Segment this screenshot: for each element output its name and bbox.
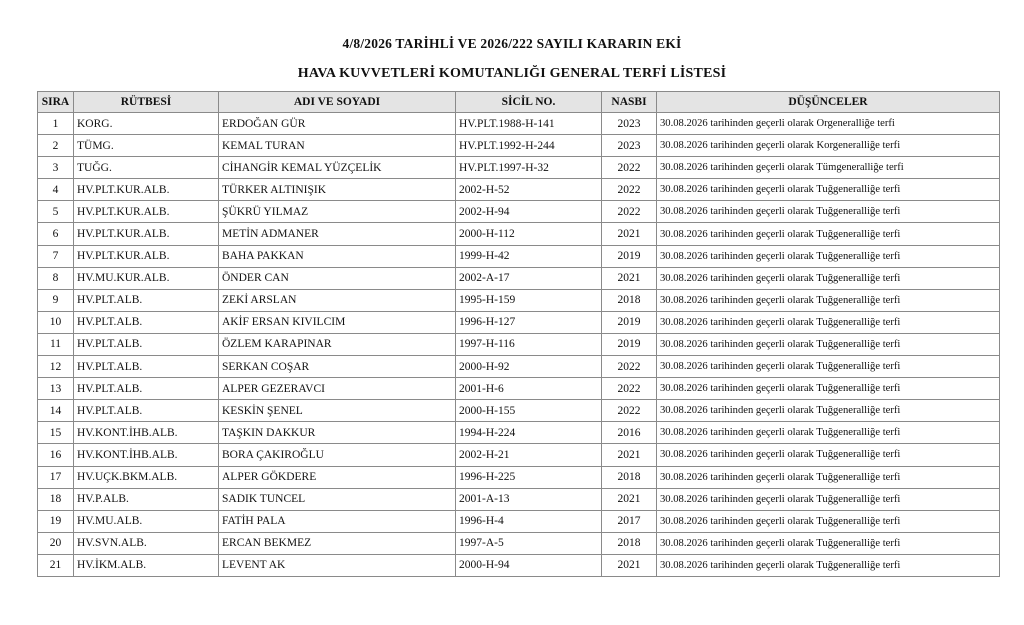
cell-dusunceler: 30.08.2026 tarihinden geçerli olarak Tuğgeneralliğe terfi: [657, 311, 1000, 333]
table-row: [38, 135, 1000, 157]
cell-rutbe: HV.MU.ALB.: [74, 510, 219, 532]
table-row: [38, 289, 1000, 311]
table-row: [38, 554, 1000, 576]
cell-sira: 4: [38, 179, 74, 201]
cell-name: CİHANGİR KEMAL YÜZÇELİK: [219, 157, 456, 179]
cell-nasbi: 2022: [602, 157, 657, 179]
table-row: [38, 356, 1000, 378]
cell-sira: 19: [38, 510, 74, 532]
cell-sicil-no: 1996-H-127: [456, 311, 602, 333]
cell-sicil-no: 1996-H-225: [456, 466, 602, 488]
cell-dusunceler: 30.08.2026 tarihinden geçerli olarak Tuğgeneralliğe terfi: [657, 356, 1000, 378]
cell-dusunceler: 30.08.2026 tarihinden geçerli olarak Tuğgeneralliğe terfi: [657, 554, 1000, 576]
cell-nasbi: 2016: [602, 422, 657, 444]
cell-sicil-no: 1994-H-224: [456, 422, 602, 444]
header-adi-ve-soyadi: ADI VE SOYADI: [219, 92, 456, 113]
cell-rutbe: HV.PLT.KUR.ALB.: [74, 223, 219, 245]
cell-nasbi: 2021: [602, 223, 657, 245]
table-row: [38, 400, 1000, 422]
cell-nasbi: 2019: [602, 333, 657, 355]
cell-dusunceler: 30.08.2026 tarihinden geçerli olarak Tuğgeneralliğe terfi: [657, 179, 1000, 201]
cell-rutbe: TUĞG.: [74, 157, 219, 179]
cell-nasbi: 2022: [602, 201, 657, 223]
cell-sira: 18: [38, 488, 74, 510]
cell-name: ÖZLEM KARAPINAR: [219, 333, 456, 355]
cell-dusunceler: 30.08.2026 tarihinden geçerli olarak Tuğgeneralliğe terfi: [657, 245, 1000, 267]
cell-name: KESKİN ŞENEL: [219, 400, 456, 422]
cell-dusunceler: 30.08.2026 tarihinden geçerli olarak Tuğgeneralliğe terfi: [657, 223, 1000, 245]
cell-sira: 13: [38, 378, 74, 400]
cell-sicil-no: 2000-H-112: [456, 223, 602, 245]
cell-nasbi: 2022: [602, 400, 657, 422]
cell-sira: 1: [38, 113, 74, 135]
cell-sicil-no: 2002-H-94: [456, 201, 602, 223]
decree-title: 4/8/2026 TARİHLİ VE 2026/222 SAYILI KARARIN EKİ: [342, 36, 682, 51]
table-row: [38, 311, 1000, 333]
cell-rutbe: HV.KONT.İHB.ALB.: [74, 444, 219, 466]
cell-name: SERKAN COŞAR: [219, 356, 456, 378]
cell-name: METİN ADMANER: [219, 223, 456, 245]
cell-sicil-no: 2000-H-155: [456, 400, 602, 422]
cell-name: BAHA PAKKAN: [219, 245, 456, 267]
cell-nasbi: 2018: [602, 466, 657, 488]
cell-dusunceler: 30.08.2026 tarihinden geçerli olarak Tuğgeneralliğe terfi: [657, 488, 1000, 510]
cell-dusunceler: 30.08.2026 tarihinden geçerli olarak Tuğgeneralliğe terfi: [657, 444, 1000, 466]
table-row: [38, 179, 1000, 201]
cell-sira: 7: [38, 245, 74, 267]
list-title: HAVA KUVVETLERİ KOMUTANLIĞI GENERAL TERFİ LİSTESİ: [297, 66, 727, 81]
table-row: [38, 466, 1000, 488]
cell-rutbe: HV.PLT.ALB.: [74, 356, 219, 378]
cell-sicil-no: 1996-H-4: [456, 510, 602, 532]
cell-sira: 12: [38, 356, 74, 378]
cell-sicil-no: 1997-H-116: [456, 333, 602, 355]
cell-nasbi: 2021: [602, 554, 657, 576]
cell-nasbi: 2021: [602, 488, 657, 510]
cell-sicil-no: HV.PLT.1988-H-141: [456, 113, 602, 135]
cell-sira: 5: [38, 201, 74, 223]
table-row: [38, 113, 1000, 135]
table-row: [38, 201, 1000, 223]
cell-nasbi: 2022: [602, 179, 657, 201]
cell-rutbe: HV.KONT.İHB.ALB.: [74, 422, 219, 444]
table-row: [38, 157, 1000, 179]
table-body: [38, 113, 1000, 577]
cell-nasbi: 2022: [602, 356, 657, 378]
cell-name: KEMAL TURAN: [219, 135, 456, 157]
cell-rutbe: HV.PLT.ALB.: [74, 289, 219, 311]
cell-nasbi: 2023: [602, 135, 657, 157]
cell-sira: 11: [38, 333, 74, 355]
cell-dusunceler: 30.08.2026 tarihinden geçerli olarak Tuğgeneralliğe terfi: [657, 400, 1000, 422]
cell-sira: 9: [38, 289, 74, 311]
table-row: [38, 532, 1000, 554]
table-row: [38, 488, 1000, 510]
cell-rutbe: HV.PLT.ALB.: [74, 311, 219, 333]
cell-nasbi: 2018: [602, 289, 657, 311]
cell-nasbi: 2019: [602, 311, 657, 333]
cell-dusunceler: 30.08.2026 tarihinden geçerli olarak Tuğgeneralliğe terfi: [657, 378, 1000, 400]
cell-sira: 2: [38, 135, 74, 157]
cell-name: TAŞKIN DAKKUR: [219, 422, 456, 444]
cell-sicil-no: 2002-H-52: [456, 179, 602, 201]
cell-name: FATİH PALA: [219, 510, 456, 532]
cell-dusunceler: 30.08.2026 tarihinden geçerli olarak Tuğgeneralliğe terfi: [657, 289, 1000, 311]
cell-dusunceler: 30.08.2026 tarihinden geçerli olarak Orgeneralliğe terfi: [657, 113, 1000, 135]
cell-sicil-no: 2001-H-6: [456, 378, 602, 400]
cell-rutbe: HV.İKM.ALB.: [74, 554, 219, 576]
cell-dusunceler: 30.08.2026 tarihinden geçerli olarak Tuğgeneralliğe terfi: [657, 201, 1000, 223]
promotion-table: [37, 91, 1000, 577]
cell-name: ÖNDER CAN: [219, 267, 456, 289]
cell-sira: 10: [38, 311, 74, 333]
cell-rutbe: HV.PLT.KUR.ALB.: [74, 201, 219, 223]
cell-sicil-no: 1997-A-5: [456, 532, 602, 554]
cell-nasbi: 2021: [602, 267, 657, 289]
header-sira: SIRA: [38, 92, 74, 113]
cell-sicil-no: 2000-H-94: [456, 554, 602, 576]
cell-sira: 8: [38, 267, 74, 289]
header-rutbesi: RÜTBESİ: [74, 92, 219, 113]
cell-rutbe: KORG.: [74, 113, 219, 135]
cell-dusunceler: 30.08.2026 tarihinden geçerli olarak Tuğgeneralliğe terfi: [657, 333, 1000, 355]
cell-sicil-no: 2002-A-17: [456, 267, 602, 289]
cell-dusunceler: 30.08.2026 tarihinden geçerli olarak Tuğgeneralliğe terfi: [657, 422, 1000, 444]
cell-name: LEVENT AK: [219, 554, 456, 576]
cell-sira: 6: [38, 223, 74, 245]
cell-dusunceler: 30.08.2026 tarihinden geçerli olarak Tuğgeneralliğe terfi: [657, 267, 1000, 289]
cell-sira: 21: [38, 554, 74, 576]
cell-sira: 3: [38, 157, 74, 179]
table-row: [38, 444, 1000, 466]
header-nasbi: NASBI: [602, 92, 657, 113]
cell-name: BORA ÇAKIROĞLU: [219, 444, 456, 466]
cell-sira: 14: [38, 400, 74, 422]
cell-sicil-no: 2000-H-92: [456, 356, 602, 378]
cell-nasbi: 2021: [602, 444, 657, 466]
cell-dusunceler: 30.08.2026 tarihinden geçerli olarak Tümgeneralliğe terfi: [657, 157, 1000, 179]
cell-dusunceler: 30.08.2026 tarihinden geçerli olarak Tuğgeneralliğe terfi: [657, 466, 1000, 488]
cell-rutbe: HV.PLT.ALB.: [74, 378, 219, 400]
header-sicil-no: SİCİL NO.: [456, 92, 602, 113]
cell-dusunceler: 30.08.2026 tarihinden geçerli olarak Tuğgeneralliğe terfi: [657, 510, 1000, 532]
cell-name: ALPER GEZERAVCI: [219, 378, 456, 400]
table-row: [38, 245, 1000, 267]
cell-rutbe: HV.PLT.KUR.ALB.: [74, 179, 219, 201]
cell-sicil-no: 1999-H-42: [456, 245, 602, 267]
cell-nasbi: 2017: [602, 510, 657, 532]
cell-name: ALPER GÖKDERE: [219, 466, 456, 488]
cell-name: ŞÜKRÜ YILMAZ: [219, 201, 456, 223]
cell-sira: 16: [38, 444, 74, 466]
table-header-row: [38, 92, 1000, 113]
cell-rutbe: HV.PLT.KUR.ALB.: [74, 245, 219, 267]
cell-name: ERDOĞAN GÜR: [219, 113, 456, 135]
cell-sicil-no: 2001-A-13: [456, 488, 602, 510]
cell-sicil-no: HV.PLT.1992-H-244: [456, 135, 602, 157]
cell-rutbe: HV.P.ALB.: [74, 488, 219, 510]
cell-name: AKİF ERSAN KIVILCIM: [219, 311, 456, 333]
table-row: [38, 333, 1000, 355]
cell-nasbi: 2018: [602, 532, 657, 554]
cell-sira: 15: [38, 422, 74, 444]
cell-dusunceler: 30.08.2026 tarihinden geçerli olarak Tuğgeneralliğe terfi: [657, 532, 1000, 554]
cell-nasbi: 2019: [602, 245, 657, 267]
cell-sicil-no: 2002-H-21: [456, 444, 602, 466]
table-row: [38, 223, 1000, 245]
cell-sicil-no: HV.PLT.1997-H-32: [456, 157, 602, 179]
cell-sira: 20: [38, 532, 74, 554]
cell-rutbe: HV.PLT.ALB.: [74, 333, 219, 355]
table-row: [38, 267, 1000, 289]
cell-name: SADIK TUNCEL: [219, 488, 456, 510]
cell-sira: 17: [38, 466, 74, 488]
cell-sicil-no: 1995-H-159: [456, 289, 602, 311]
cell-nasbi: 2023: [602, 113, 657, 135]
table-row: [38, 422, 1000, 444]
cell-rutbe: HV.UÇK.BKM.ALB.: [74, 466, 219, 488]
cell-name: ZEKİ ARSLAN: [219, 289, 456, 311]
table-row: [38, 378, 1000, 400]
cell-dusunceler: 30.08.2026 tarihinden geçerli olarak Korgeneralliğe terfi: [657, 135, 1000, 157]
table-row: [38, 510, 1000, 532]
header-dusunceler: DÜŞÜNCELER: [657, 92, 1000, 113]
cell-name: TÜRKER ALTINIŞIK: [219, 179, 456, 201]
cell-nasbi: 2022: [602, 378, 657, 400]
cell-name: ERCAN BEKMEZ: [219, 532, 456, 554]
cell-rutbe: HV.MU.KUR.ALB.: [74, 267, 219, 289]
cell-rutbe: HV.PLT.ALB.: [74, 400, 219, 422]
cell-rutbe: HV.SVN.ALB.: [74, 532, 219, 554]
cell-rutbe: TÜMG.: [74, 135, 219, 157]
